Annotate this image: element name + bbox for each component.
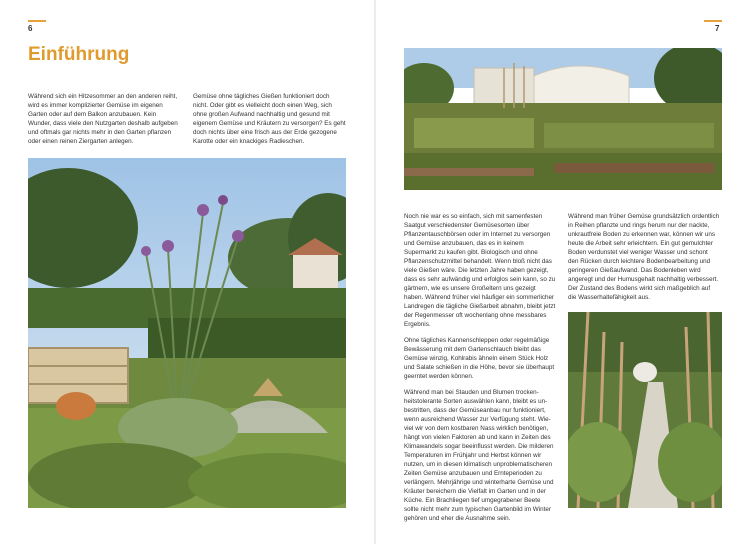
left-page-rule <box>28 20 46 22</box>
left-intro-column-1: Während sich ein Hitzesommer an den anderen reiht, wird es immer komplizierter Gemüse im eigenen Garten oder auf dem Balkon anzubauen. Kein Wunder, dass viele den Nutzgarten deshalb aufgeben und oftmals gar nichts mehr in den Garten pflanzen oder einen reinen Ziergarten anlegen. <box>28 93 178 145</box>
bean-poles-photo <box>568 312 722 508</box>
artichoke-garden-photo <box>28 158 346 508</box>
left-intro-column-2: Gemüse ohne tägliches Gießen funktioniert doch nicht. Oder gibt es vielleicht doch einen Weg, sich ohne großen Aufwand nachhaltig und gesund mit eigenem Gemüse und Kräutern zu versorgen? Es geht doch nichts über eine frisch aus der Erde gezogene Karotte oder ein knackiges Radieschen. <box>193 93 346 145</box>
right-paragraph-2: Ohne tägliches Kannenschleppen oder regelmäßige Bewässerung mit dem Gartenschlauch bleibt das Gemüse winzig, Kohlrabis ähneln einem Stück Holz und Salate schießen in die Höhe, bevor sie überhaupt geerntet werden können. <box>404 337 555 380</box>
vegetable-garden-photo <box>404 48 722 190</box>
right-page-number: 7 <box>715 24 720 33</box>
right-paragraph-1: Noch nie war es so einfach, sich mit samenfesten Saatgut verschiedenster Gemüsesorten über Pflanzentauschbörsen oder im Internet zu versorgen und Gemüse anzubauen, das es in keinem Supermarkt zu kaufen gibt. Biologisch und ohne Pflanzenschutzmittel behandelt. Wenn bloß nicht das viele Gießen wäre. Die letzten Jahre haben gezeigt, dass es sehr aufwändig und erfolglos sein kann, so zu gärtnern, wie es unsere Großeltern uns gezeigt haben. Während früher viel häufiger ein sommerlicher Landregen die tägliche Gießarbeit abnahm, bleibt jetzt der Regenmesser oft wochenlang ohne messbares Ergebnis. <box>404 213 556 328</box>
right-paragraph-3: Während man bei Stauden und Blumen trockenheitstolerante Sorten auswählen kann, bleibt es unbestritten, dass der Gemüseanbau nur funktioniert, wenn ausreichend Wasser zur Verfügung steht. Wieviel wir von dem kostbaren Nass wirklich benötigen, hängt von vielen Faktoren ab und kann in Zeiten des Klimawandels sogar beeinflusst werden. Die milderen Temperaturen im Frühjahr und Herbst können wir nutzen, um in diesen klimatisch unproblematischeren Zeiten Gemüse anzubauen und Ernteperioden zu verlängern. Mehrjährige und winterharte Gemüse und Kräuter bereichern die Vielfalt im Garten und in der Küche. Ein Brachliegen tief umgegrabener Beete sollte nicht mehr zum typischen Gartenbild im Winter gehören und eher die Ausnahme sein. <box>404 389 554 522</box>
right-page-rule <box>704 20 722 22</box>
left-page-number: 6 <box>28 24 33 33</box>
right-body-column-2: Während man früher Gemüse grundsätzlich ordentlich in Reihen pflanzte und rings herum nur der nackte, unkrautfreie Boden zu erkennen war, können wir uns heute die Arbeit sehr erleichtern. Ein gut gemulchter Boden verdunstet viel weniger Wasser und schont den Rücken durch leichtere Bodenbearbeitung und geringeren Gießaufwand. Das Bodenleben wird angeregt und der Humusgehalt nachhaltig verbessert. Der Zustand des Bodens wirkt sich maßgeblich auf die Wasserhaltefähigkeit aus. <box>568 213 720 301</box>
chapter-heading: Einführung <box>28 44 130 65</box>
page-gutter <box>374 0 376 544</box>
right-body-column-1 <box>404 212 556 530</box>
